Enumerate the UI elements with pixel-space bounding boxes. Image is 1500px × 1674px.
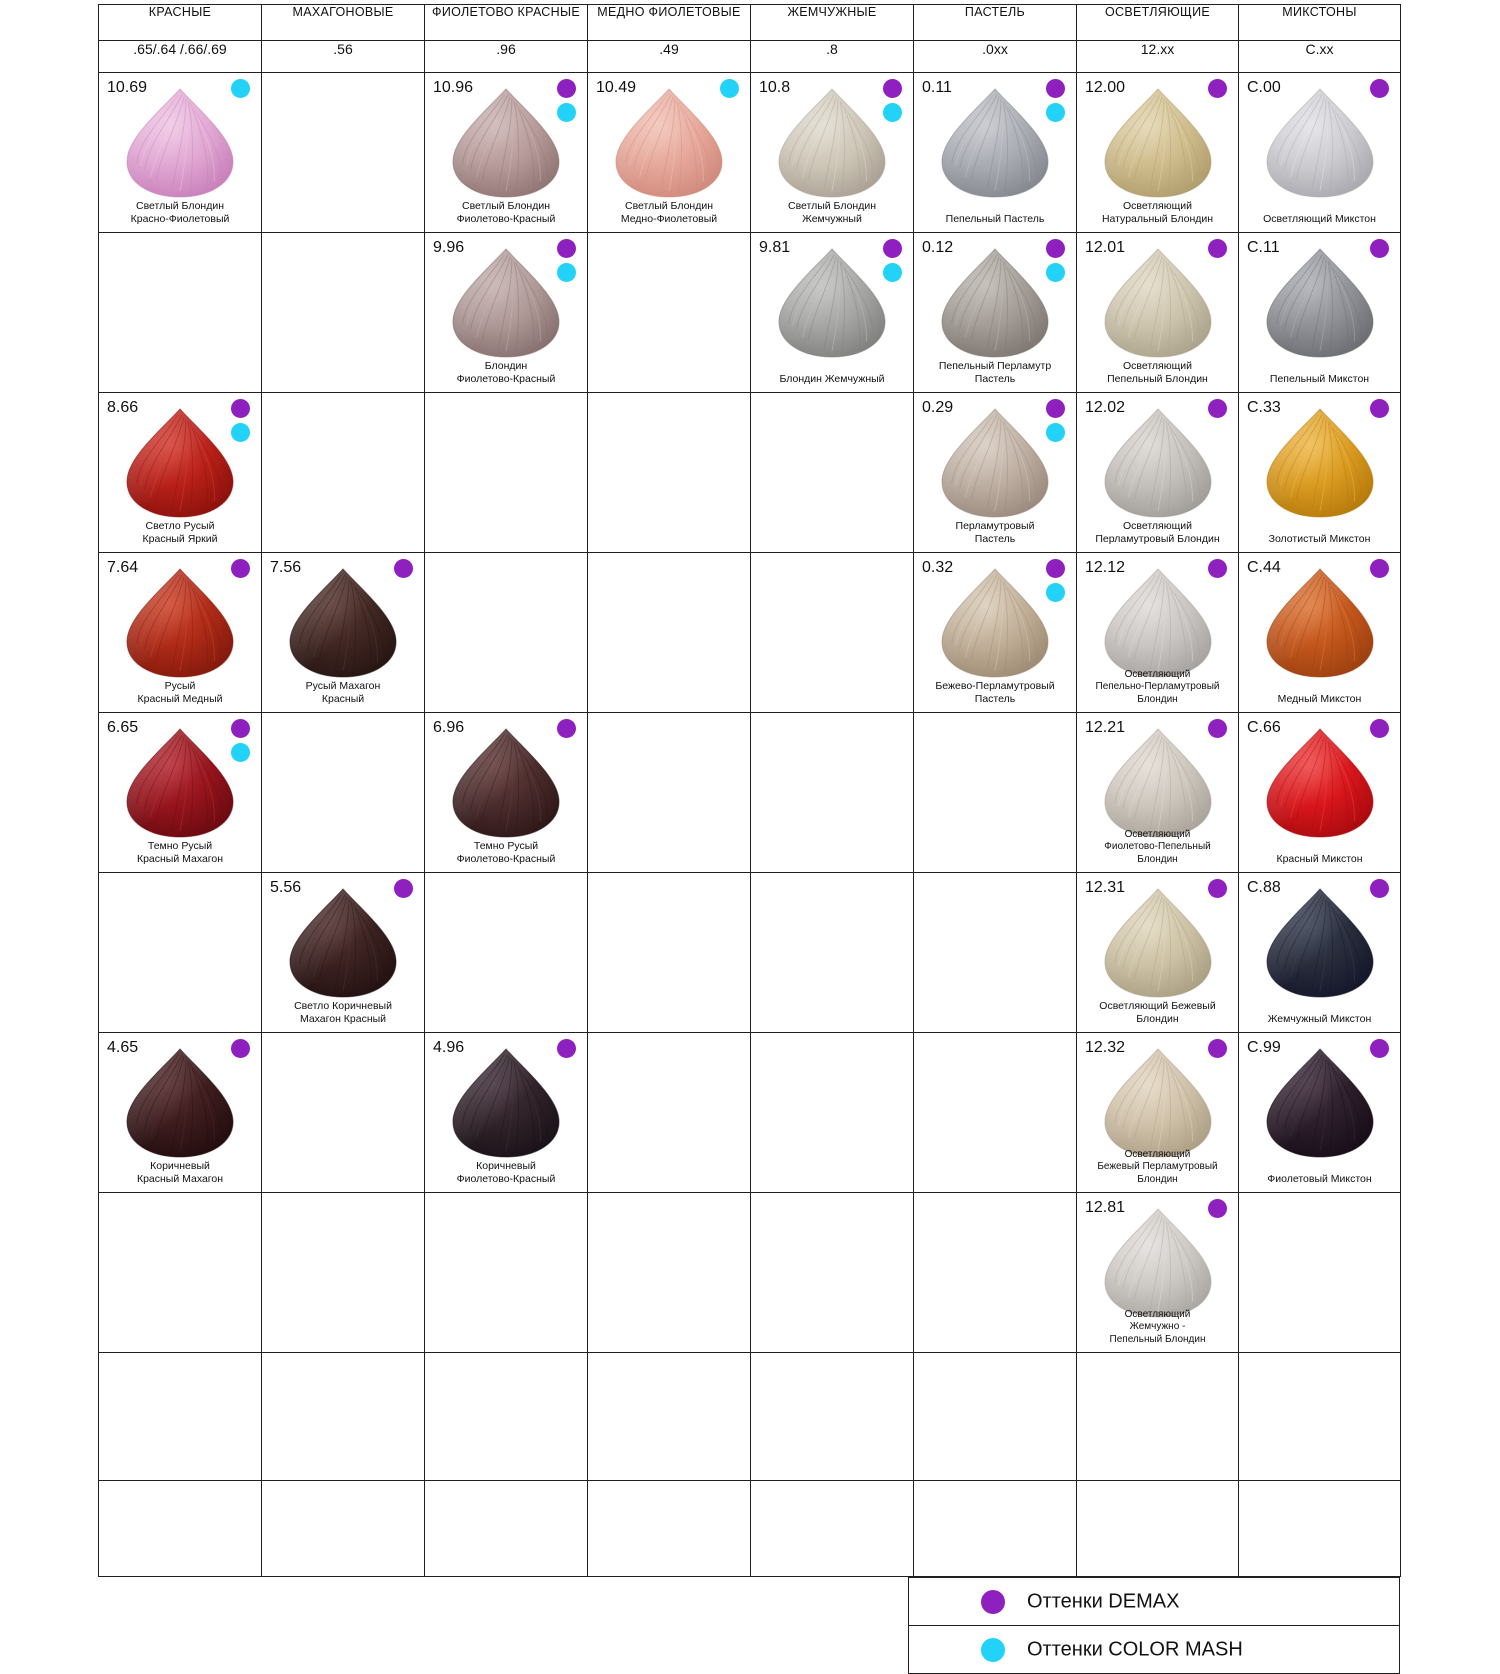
empty-cell bbox=[262, 1033, 425, 1193]
shade-code: 12.01 bbox=[1085, 239, 1126, 256]
hair-swatch-image bbox=[936, 87, 1054, 199]
shade-code: 12.00 bbox=[1085, 79, 1126, 96]
empty-cell bbox=[751, 553, 914, 713]
empty-cell bbox=[1239, 1193, 1401, 1353]
shade-name: Светло Русый Красный Яркий bbox=[142, 519, 218, 545]
empty-cell bbox=[262, 73, 425, 233]
empty-cell bbox=[262, 1353, 425, 1481]
hair-swatch-image bbox=[1261, 567, 1379, 679]
shade-cell[interactable] bbox=[914, 233, 1077, 393]
shade-name: Осветляющий Перламутровый Блондин bbox=[1095, 519, 1220, 545]
shade-name: Блондин Жемчужный bbox=[779, 372, 885, 385]
shade-name: Осветляющий Микстон bbox=[1263, 212, 1376, 225]
hair-swatch-image bbox=[1099, 247, 1217, 359]
hair-swatch bbox=[1077, 887, 1238, 999]
shade-code: С.33 bbox=[1247, 399, 1281, 416]
empty-cell bbox=[262, 393, 425, 553]
column-header-7: МИКСТОНЫ bbox=[1239, 5, 1401, 41]
shade-name: Пепельный Перламутр Пастель bbox=[938, 359, 1052, 385]
hair-swatch bbox=[1239, 407, 1400, 519]
hair-swatch-image bbox=[447, 727, 565, 839]
shade-cell[interactable] bbox=[751, 73, 914, 233]
shade-name: Коричневый Красный Махагон bbox=[136, 1159, 224, 1185]
empty-cell bbox=[588, 713, 751, 873]
empty-cell bbox=[588, 1353, 751, 1481]
empty-cell bbox=[588, 873, 751, 1033]
empty-cell bbox=[751, 713, 914, 873]
shade-cell[interactable] bbox=[1077, 713, 1239, 873]
hair-swatch bbox=[914, 567, 1076, 679]
shade-cell[interactable] bbox=[914, 73, 1077, 233]
shade-cell[interactable] bbox=[99, 713, 262, 873]
empty-cell bbox=[751, 1033, 914, 1193]
hair-swatch bbox=[1077, 407, 1238, 519]
empty-cell bbox=[914, 713, 1077, 873]
shade-code: 7.56 bbox=[270, 559, 302, 576]
shade-cell[interactable] bbox=[425, 713, 588, 873]
hair-swatch-image bbox=[1261, 727, 1379, 839]
hair-swatch bbox=[914, 87, 1076, 199]
hair-swatch bbox=[425, 1047, 587, 1159]
empty-cell bbox=[99, 233, 262, 393]
hair-swatch-image bbox=[447, 1047, 565, 1159]
hair-swatch-image bbox=[1261, 407, 1379, 519]
empty-cell bbox=[914, 1353, 1077, 1481]
empty-cell bbox=[262, 1481, 425, 1577]
shade-code: 4.65 bbox=[107, 1039, 139, 1056]
empty-cell bbox=[914, 873, 1077, 1033]
shade-name: Русый Махагон Красный bbox=[305, 679, 381, 705]
hair-swatch-image bbox=[936, 247, 1054, 359]
empty-cell bbox=[1077, 1353, 1239, 1481]
hair-swatch-image bbox=[1099, 887, 1217, 999]
shade-code: С.00 bbox=[1247, 79, 1281, 96]
hair-swatch-image bbox=[1099, 87, 1217, 199]
hair-swatch-image bbox=[610, 87, 728, 199]
column-header-1: МАХАГОНОВЫЕ bbox=[262, 5, 425, 41]
empty-cell bbox=[262, 713, 425, 873]
hair-swatch-image bbox=[1099, 1047, 1217, 1159]
empty-cell bbox=[588, 393, 751, 553]
shade-cell[interactable] bbox=[751, 233, 914, 393]
shade-code: 9.81 bbox=[759, 239, 791, 256]
column-header-4: ЖЕМЧУЖНЫЕ bbox=[751, 5, 914, 41]
shade-name: Светлый Блондин Жемчужный bbox=[787, 199, 876, 225]
shade-code: 12.32 bbox=[1085, 1039, 1126, 1056]
hair-swatch-image bbox=[1099, 727, 1217, 839]
hair-swatch bbox=[99, 407, 261, 519]
shade-code: 10.96 bbox=[433, 79, 474, 96]
empty-cell bbox=[425, 393, 588, 553]
column-code-2: .96 bbox=[425, 41, 588, 73]
hair-swatch bbox=[588, 87, 750, 199]
empty-cell bbox=[262, 1193, 425, 1353]
empty-cell bbox=[425, 1481, 588, 1577]
empty-cell bbox=[914, 1193, 1077, 1353]
shade-cell[interactable] bbox=[1077, 873, 1239, 1033]
empty-cell bbox=[588, 553, 751, 713]
color-table bbox=[98, 4, 1401, 1577]
shade-code: С.66 bbox=[1247, 719, 1281, 736]
column-code-4: .8 bbox=[751, 41, 914, 73]
empty-cell bbox=[99, 1353, 262, 1481]
shade-cell[interactable] bbox=[1077, 1033, 1239, 1193]
column-header-2: ФИОЛЕТОВО КРАСНЫЕ bbox=[425, 5, 588, 41]
shade-cell[interactable] bbox=[1239, 553, 1401, 713]
hair-swatch-image bbox=[447, 247, 565, 359]
column-code-5: .0хх bbox=[914, 41, 1077, 73]
empty-cell bbox=[1239, 1481, 1401, 1577]
legend-row-mash bbox=[909, 1626, 1400, 1674]
shade-cell[interactable] bbox=[425, 233, 588, 393]
hair-swatch-image bbox=[773, 247, 891, 359]
shade-code: 10.49 bbox=[596, 79, 637, 96]
hair-swatch bbox=[262, 567, 424, 679]
table-row bbox=[99, 73, 1401, 233]
shade-name: Золотистый Микстон bbox=[1268, 532, 1371, 545]
legend bbox=[908, 1577, 1400, 1674]
hair-swatch bbox=[1077, 1207, 1238, 1319]
hair-swatch bbox=[1239, 727, 1400, 839]
shade-code: 6.96 bbox=[433, 719, 465, 736]
shade-code: 10.69 bbox=[107, 79, 148, 96]
shade-name: Коричневый Фиолетово-Красный bbox=[456, 1159, 556, 1185]
table-row bbox=[99, 873, 1401, 1033]
shade-cell[interactable] bbox=[1239, 873, 1401, 1033]
shade-cell[interactable] bbox=[914, 393, 1077, 553]
hair-swatch-image bbox=[1099, 407, 1217, 519]
hair-swatch bbox=[914, 247, 1076, 359]
shade-code: С.88 bbox=[1247, 879, 1281, 896]
shade-cell[interactable] bbox=[1077, 73, 1239, 233]
hair-swatch-image bbox=[121, 87, 239, 199]
empty-cell bbox=[914, 1033, 1077, 1193]
shade-cell[interactable] bbox=[1239, 393, 1401, 553]
shade-code: 12.02 bbox=[1085, 399, 1126, 416]
shade-cell[interactable] bbox=[914, 553, 1077, 713]
color-mash-dot-icon bbox=[981, 1638, 1005, 1662]
empty-cell bbox=[751, 1353, 914, 1481]
shade-cell[interactable] bbox=[262, 873, 425, 1033]
hair-swatch bbox=[1077, 727, 1238, 839]
hair-swatch bbox=[751, 247, 913, 359]
empty-row bbox=[99, 1481, 1401, 1577]
shade-code: 0.29 bbox=[922, 399, 954, 416]
table-row bbox=[99, 1193, 1401, 1353]
empty-cell bbox=[1077, 1481, 1239, 1577]
shade-cell[interactable] bbox=[588, 73, 751, 233]
hair-swatch-image bbox=[1099, 1207, 1217, 1319]
hair-swatch bbox=[99, 567, 261, 679]
shade-code: 0.32 bbox=[922, 559, 954, 576]
shade-cell[interactable] bbox=[1077, 553, 1239, 713]
hair-swatch bbox=[1077, 87, 1238, 199]
empty-cell bbox=[425, 873, 588, 1033]
hair-swatch-image bbox=[121, 567, 239, 679]
shade-name: Осветляющий Фиолетово-Пепельный Блондин bbox=[1104, 828, 1211, 865]
legend-mash bbox=[909, 1626, 1400, 1674]
shade-name: Пепельный Микстон bbox=[1269, 372, 1370, 385]
shade-name: Темно Русый Фиолетово-Красный bbox=[456, 839, 556, 865]
empty-cell bbox=[588, 1033, 751, 1193]
legend-demax bbox=[909, 1578, 1400, 1626]
shade-cell[interactable] bbox=[1077, 233, 1239, 393]
hair-swatch-image bbox=[121, 407, 239, 519]
empty-cell bbox=[262, 233, 425, 393]
shade-code: 10.8 bbox=[759, 79, 791, 96]
hair-swatch bbox=[1077, 1047, 1238, 1159]
shade-name: Перламутровый Пастель bbox=[955, 519, 1035, 545]
hair-swatch bbox=[914, 407, 1076, 519]
shade-name: Осветляющий Пепельно-Перламутровый Блондин bbox=[1095, 668, 1220, 705]
shade-code: С.44 bbox=[1247, 559, 1281, 576]
column-code-6: 12.хх bbox=[1077, 41, 1239, 73]
empty-cell bbox=[99, 1193, 262, 1353]
hair-swatch bbox=[1239, 887, 1400, 999]
shade-cell[interactable] bbox=[1239, 713, 1401, 873]
shade-cell[interactable] bbox=[1239, 1033, 1401, 1193]
shade-code: 6.65 bbox=[107, 719, 139, 736]
empty-cell bbox=[751, 873, 914, 1033]
hair-swatch bbox=[99, 87, 261, 199]
shade-name: Светлый Блондин Медно-Фиолетовый bbox=[620, 199, 718, 225]
empty-cell bbox=[588, 233, 751, 393]
shade-code: 12.31 bbox=[1085, 879, 1126, 896]
table-row bbox=[99, 233, 1401, 393]
hair-swatch-image bbox=[121, 1047, 239, 1159]
table-row bbox=[99, 553, 1401, 713]
code-row bbox=[99, 41, 1401, 73]
hair-swatch bbox=[1239, 1047, 1400, 1159]
hair-swatch-image bbox=[773, 87, 891, 199]
shade-name: Жемчужный Микстон bbox=[1267, 1012, 1372, 1025]
hair-swatch bbox=[1239, 87, 1400, 199]
column-code-7: С.хх bbox=[1239, 41, 1401, 73]
shade-code: 0.12 bbox=[922, 239, 954, 256]
hair-swatch bbox=[751, 87, 913, 199]
shade-cell[interactable] bbox=[99, 1033, 262, 1193]
legend-row-demax bbox=[909, 1578, 1400, 1626]
shade-name: Светлый Блондин Фиолетово-Красный bbox=[456, 199, 556, 225]
empty-cell bbox=[588, 1481, 751, 1577]
hair-swatch-image bbox=[936, 407, 1054, 519]
empty-row bbox=[99, 1353, 1401, 1481]
hair-swatch-image bbox=[284, 567, 402, 679]
shade-code: 4.96 bbox=[433, 1039, 465, 1056]
shade-name: Фиолетовый Микстон bbox=[1267, 1172, 1372, 1185]
hair-swatch bbox=[425, 727, 587, 839]
shade-name: Красный Микстон bbox=[1276, 852, 1363, 865]
hair-swatch-image bbox=[1261, 887, 1379, 999]
shade-cell[interactable] bbox=[1239, 73, 1401, 233]
shade-name: Пепельный Пастель bbox=[945, 212, 1045, 225]
legend-demax-label: Оттенки DEMAX bbox=[1027, 1590, 1180, 1612]
shade-cell[interactable] bbox=[1077, 1193, 1239, 1353]
hair-swatch-image bbox=[284, 887, 402, 999]
shade-name: Бежево-Перламутровый Пастель bbox=[935, 679, 1055, 705]
shade-name: Осветляющий Пепельный Блондин bbox=[1107, 359, 1208, 385]
shade-name: Осветляющий Жемчужно - Пепельный Блондин bbox=[1109, 1308, 1206, 1345]
shade-cell[interactable] bbox=[1077, 393, 1239, 553]
hair-swatch-image bbox=[1261, 1047, 1379, 1159]
empty-cell bbox=[1239, 1353, 1401, 1481]
empty-cell bbox=[425, 1193, 588, 1353]
shade-name: Осветляющий Бежевый Блондин bbox=[1099, 999, 1216, 1025]
hair-swatch bbox=[1077, 567, 1238, 679]
hair-swatch bbox=[425, 87, 587, 199]
shade-cell[interactable] bbox=[1239, 233, 1401, 393]
hair-swatch bbox=[1077, 247, 1238, 359]
column-header-5: ПАСТЕЛЬ bbox=[914, 5, 1077, 41]
table-row bbox=[99, 1033, 1401, 1193]
hair-swatch-image bbox=[936, 567, 1054, 679]
column-code-1: .56 bbox=[262, 41, 425, 73]
empty-cell bbox=[425, 1353, 588, 1481]
header-row bbox=[99, 5, 1401, 41]
hair-swatch-image bbox=[1099, 567, 1217, 679]
column-header-3: МЕДНО ФИОЛЕТОВЫЕ bbox=[588, 5, 751, 41]
column-header-6: ОСВЕТЛЯЮЩИЕ bbox=[1077, 5, 1239, 41]
empty-cell bbox=[99, 873, 262, 1033]
table-row bbox=[99, 393, 1401, 553]
shade-cell[interactable] bbox=[425, 73, 588, 233]
empty-cell bbox=[751, 393, 914, 553]
demax-dot-icon bbox=[981, 1590, 1005, 1614]
shade-name: Русый Красный Медный bbox=[137, 679, 223, 705]
hair-swatch bbox=[99, 1047, 261, 1159]
hair-swatch bbox=[1239, 567, 1400, 679]
shade-code: 5.56 bbox=[270, 879, 302, 896]
empty-cell bbox=[425, 553, 588, 713]
column-code-3: .49 bbox=[588, 41, 751, 73]
shade-cell[interactable] bbox=[99, 73, 262, 233]
shade-cell[interactable] bbox=[99, 553, 262, 713]
shade-code: 0.11 bbox=[922, 79, 952, 96]
shade-code: 8.66 bbox=[107, 399, 139, 416]
shade-code: 12.81 bbox=[1085, 1199, 1126, 1216]
hair-swatch bbox=[425, 247, 587, 359]
hair-swatch bbox=[262, 887, 424, 999]
hair-color-chart bbox=[0, 4, 1500, 1660]
shade-code: 9.96 bbox=[433, 239, 465, 256]
table-row bbox=[99, 713, 1401, 873]
column-code-0: .65/.64 /.66/.69 bbox=[99, 41, 262, 73]
shade-code: 7.64 bbox=[107, 559, 139, 576]
shade-name: Светлый Блондин Красно-Фиолетовый bbox=[130, 199, 230, 225]
column-header-0: КРАСНЫЕ bbox=[99, 5, 262, 41]
shade-code: С.11 bbox=[1247, 239, 1280, 256]
shade-code: 12.21 bbox=[1085, 719, 1126, 736]
shade-name: Осветляющий Бежевый Перламутровый Блондин bbox=[1097, 1148, 1218, 1185]
shade-name: Темно Русый Красный Махагон bbox=[136, 839, 224, 865]
empty-cell bbox=[914, 1481, 1077, 1577]
hair-swatch bbox=[99, 727, 261, 839]
hair-swatch-image bbox=[1261, 247, 1379, 359]
shade-cell[interactable] bbox=[99, 393, 262, 553]
hair-swatch-image bbox=[447, 87, 565, 199]
shade-name: Осветляющий Натуральный Блондин bbox=[1101, 199, 1214, 225]
empty-cell bbox=[751, 1481, 914, 1577]
hair-swatch-image bbox=[1261, 87, 1379, 199]
hair-swatch-image bbox=[121, 727, 239, 839]
shade-name: Медный Микстон bbox=[1277, 692, 1362, 705]
empty-cell bbox=[751, 1193, 914, 1353]
shade-code: 12.12 bbox=[1085, 559, 1126, 576]
shade-cell[interactable] bbox=[262, 553, 425, 713]
shade-code: С.99 bbox=[1247, 1039, 1281, 1056]
shade-cell[interactable] bbox=[425, 1033, 588, 1193]
shade-name: Светло Коричневый Махагон Красный bbox=[294, 999, 392, 1025]
empty-cell bbox=[99, 1481, 262, 1577]
color-table-body bbox=[99, 73, 1401, 1577]
hair-swatch bbox=[1239, 247, 1400, 359]
legend-mash-label: Оттенки COLOR MASH bbox=[1027, 1638, 1243, 1660]
empty-cell bbox=[588, 1193, 751, 1353]
shade-name: Блондин Фиолетово-Красный bbox=[456, 359, 556, 385]
